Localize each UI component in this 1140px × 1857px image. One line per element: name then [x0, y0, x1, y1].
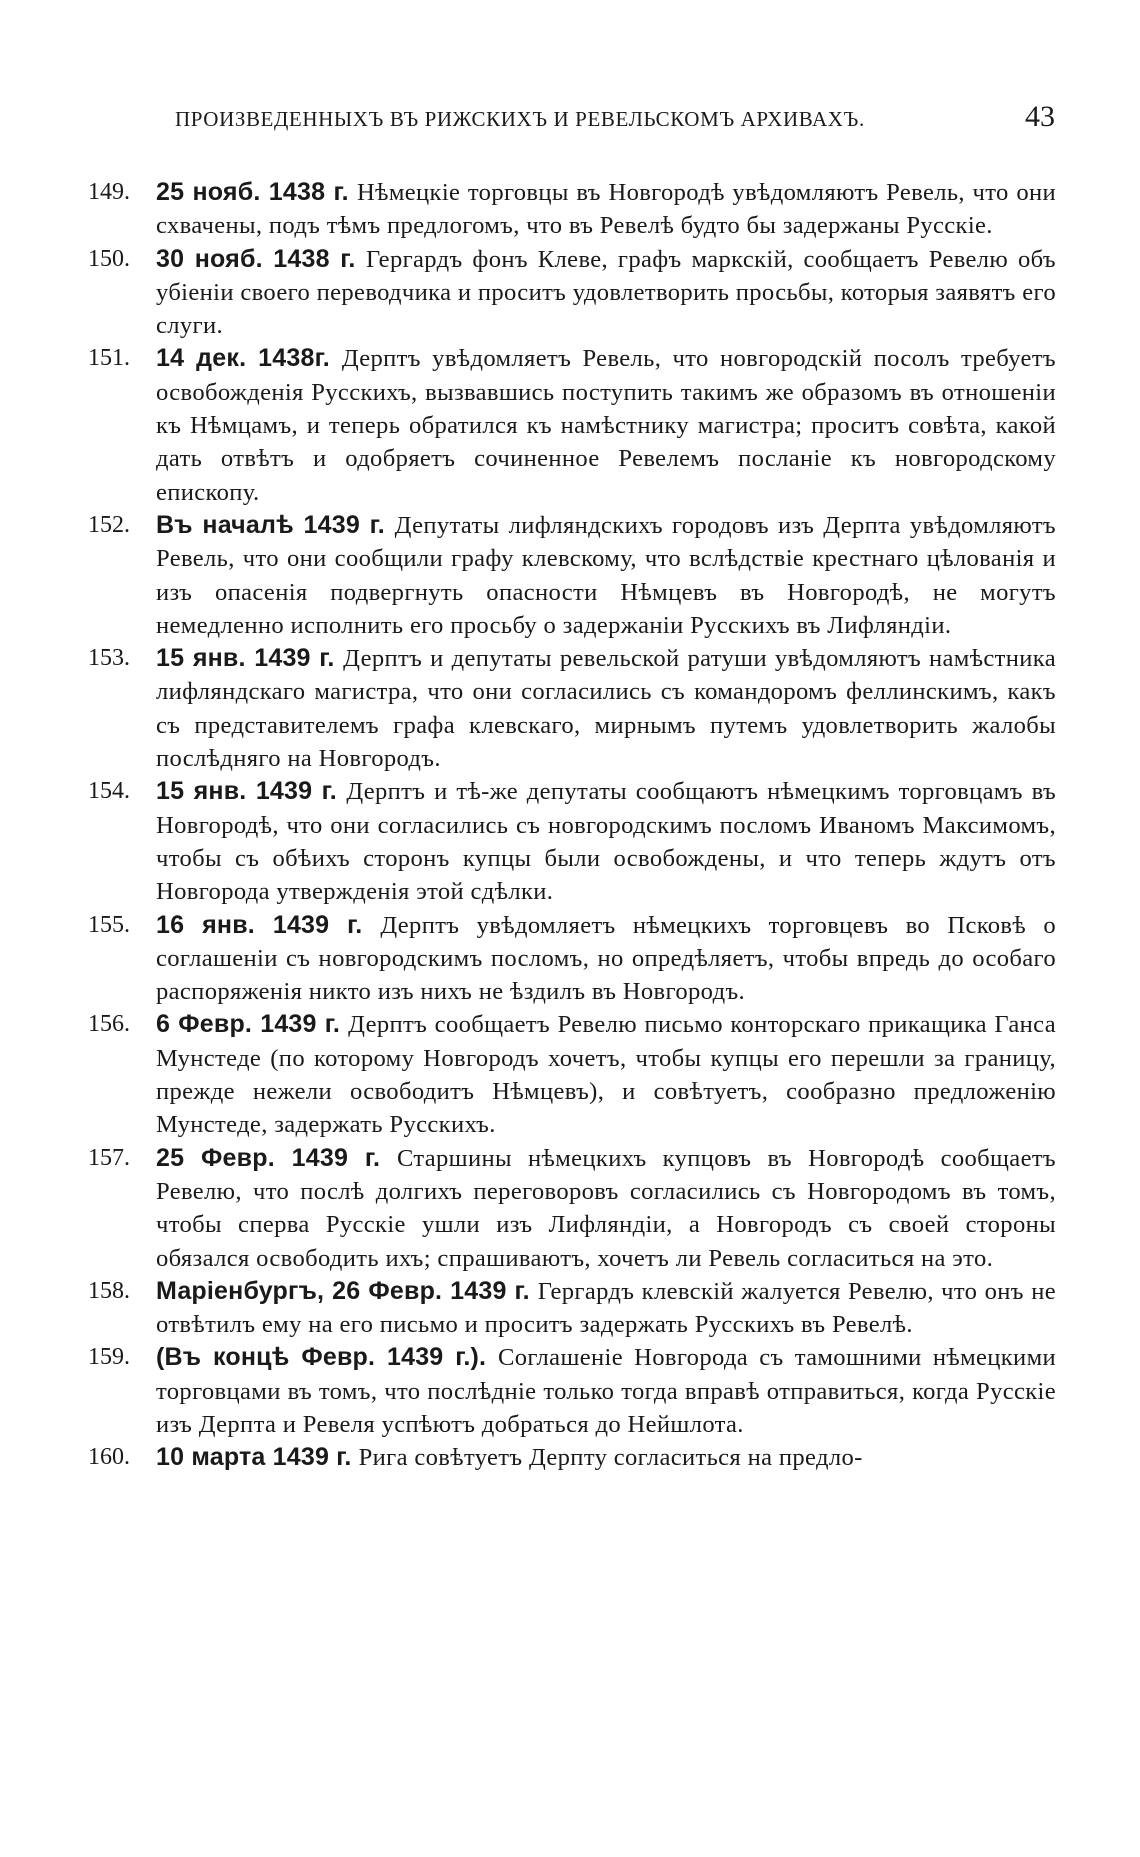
- entry-153: [88, 642, 1056, 775]
- entry-number: 157.: [88, 1144, 130, 1171]
- entry-text: Нѣмецкіе торговцы въ Новгородѣ увѣдомляютъ Ревель, что они схвачены, подъ тѣмъ предлогомъ, что въ Ревелѣ будто бы задержаны Русскіе.: [156, 179, 1056, 240]
- entry-date: 15 янв. 1439 г.: [156, 644, 344, 673]
- page-number: 43: [1025, 100, 1055, 133]
- entry-152: [88, 509, 1056, 642]
- entry-number: 156.: [88, 1011, 130, 1038]
- entry-date: 6 Февр. 1439 г.: [156, 1010, 349, 1039]
- entry-body: [156, 243, 1056, 343]
- entry-150: [88, 243, 1056, 343]
- entry-157: [88, 1142, 1056, 1275]
- entry-text: Гергардъ фонъ Клеве, графъ маркскій, сообщаетъ Ревелю объ убіеніи своего переводчика и проситъ удовлетворить просьбы, которыя заявятъ его слуги.: [156, 245, 1056, 340]
- entry-number: 160.: [88, 1444, 130, 1471]
- entry-body: [156, 509, 1056, 642]
- entry-body: [156, 775, 1056, 908]
- entry-155: [88, 909, 1056, 1009]
- entry-number: 154.: [88, 778, 130, 805]
- entry-154: [88, 775, 1056, 908]
- entry-body: [156, 1275, 1056, 1342]
- entry-text: Рига совѣтуетъ Дерпту согласиться на предло-: [358, 1444, 863, 1472]
- entry-text: Гергардъ клевскій жалуется Ревелю, что онъ не отвѣтилъ ему на его письмо и проситъ задержать Русскихъ въ Ревелѣ.: [156, 1277, 1056, 1339]
- entry-text: Дерптъ увѣдомляетъ Ревель, что новгородскій посолъ требуетъ освобожденія Русскихъ, вызвавшись поступить такимъ же образомъ въ отношеніи къ Нѣмцамъ, и теперь обратился къ намѣстнику магистра; проситъ совѣта, какой дать отвѣтъ и одобряетъ сочиненное Ревелемъ посланіе къ новгородскому епископу.: [156, 345, 1056, 506]
- entry-159: [88, 1341, 1056, 1441]
- running-header: [175, 100, 1055, 140]
- entry-body: [156, 1341, 1056, 1441]
- entry-149: [88, 176, 1056, 243]
- entry-body: [156, 1441, 1056, 1474]
- running-title: ПРОИЗВЕДЕННЫХЪ ВЪ РИЖСКИХЪ И РЕВЕЛЬСКОМЪ АРХИВАХЪ.: [175, 107, 865, 131]
- entry-date: 16 янв. 1439 г.: [156, 910, 381, 939]
- entry-text: Соглашеніе Новгорода съ тамошними нѣмецкими торговцами въ томъ, что послѣдніе только тогда вправѣ отправиться, когда Русскіе изъ Дерпта и Ревеля успѣютъ добраться до Нейшлота.: [156, 1344, 1056, 1438]
- entry-number: 151.: [88, 345, 130, 372]
- entry-151: [88, 342, 1056, 508]
- entry-body: [156, 342, 1056, 508]
- entry-date: 15 янв. 1439 г.: [156, 777, 347, 806]
- entry-body: [156, 1008, 1056, 1141]
- entry-text: Депутаты лифляндскихъ городовъ изъ Дерпта увѣдомляютъ Ревель, что они сообщили графу клевскому, что вслѣдствіе крестнаго цѣлованія и изъ опасенія подвергнуть опасности Нѣмцевъ въ Новгородѣ, не могутъ немедленно исполнить его просьбу о задержаніи Русскихъ въ Лифляндіи.: [156, 511, 1056, 639]
- entry-156: [88, 1008, 1056, 1141]
- entry-text: Дерптъ и тѣ-же депутаты сообщаютъ нѣмецкимъ торговцамъ въ Новгородѣ, что они согласились съ новгородскимъ посломъ Иваномъ Максимомъ, чтобы съ обѣихъ сторонъ купцы были освобождены, и что теперь ждутъ отъ Новгорода утвержденія этой сдѣлки.: [156, 778, 1057, 906]
- entry-number: 150.: [88, 245, 130, 272]
- entry-date: Маріенбургъ, 26 Февр. 1439 г.: [156, 1276, 538, 1305]
- entry-text: Дерптъ и депутаты ревельской ратуши увѣдомляютъ намѣстника лифляндскаго магистра, что они согласились съ командоромъ феллинскимъ, какъ съ представителемъ графа клевскаго, мирнымъ путемъ удовлетворить жалобы послѣдняго на Новгородъ.: [156, 645, 1056, 773]
- entry-number: 155.: [88, 911, 130, 938]
- entry-number: 158.: [88, 1277, 130, 1304]
- entry-date: 14 дек. 1438г.: [156, 344, 342, 373]
- entry-date: (Въ концѣ Февр. 1439 г.).: [156, 1343, 498, 1372]
- entry-number: 152.: [88, 511, 130, 538]
- entry-date: 25 нояб. 1438 г.: [156, 178, 358, 206]
- entry-body: [156, 176, 1056, 243]
- entry-date: Въ началѣ 1439 г.: [156, 510, 395, 539]
- entry-text: Старшины нѣмецкихъ купцовъ въ Новгородѣ сообщаетъ Ревелю, что послѣ долгихъ переговоровъ согласились съ Новгородомъ въ томъ, чтобы сперва Русскіе ушли изъ Лифляндіи, а Новгородъ съ своей стороны обязался освободить ихъ; спрашиваютъ, хочетъ ли Ревель согласиться на это.: [156, 1144, 1056, 1272]
- entry-number: 159.: [88, 1344, 130, 1371]
- entry-text: Дерптъ сообщаетъ Ревелю письмо конторскаго прикащика Ганса Мунстеде (по которому Новгородъ хочетъ, чтобы купцы его перешли за границу, прежде нежели освободитъ Нѣмцевъ), и совѣтуетъ, сообразно предложенію Мунстеде, задержать Русскихъ.: [156, 1011, 1056, 1139]
- entry-date: 10 марта 1439 г.: [156, 1443, 359, 1472]
- entry-date: 30 нояб. 1438 г.: [156, 244, 366, 273]
- entry-158: [88, 1275, 1056, 1342]
- entry-date: 25 Февр. 1439 г.: [156, 1143, 397, 1172]
- entry-160: [88, 1441, 1056, 1474]
- entry-number: 149.: [88, 179, 130, 205]
- entry-body: [156, 909, 1056, 1009]
- entry-number: 153.: [88, 645, 130, 672]
- entry-body: [156, 1142, 1056, 1275]
- entry-text: Дерптъ увѣдомляетъ нѣмецкихъ торговцевъ во Псковѣ о соглашеніи съ новгородскимъ посломъ, но опредѣляетъ, чтобы впредь до особаго распоряженія никто изъ нихъ не ѣздилъ въ Новгородъ.: [156, 911, 1056, 1006]
- entry-body: [156, 642, 1056, 775]
- entry-list: [88, 176, 1056, 1475]
